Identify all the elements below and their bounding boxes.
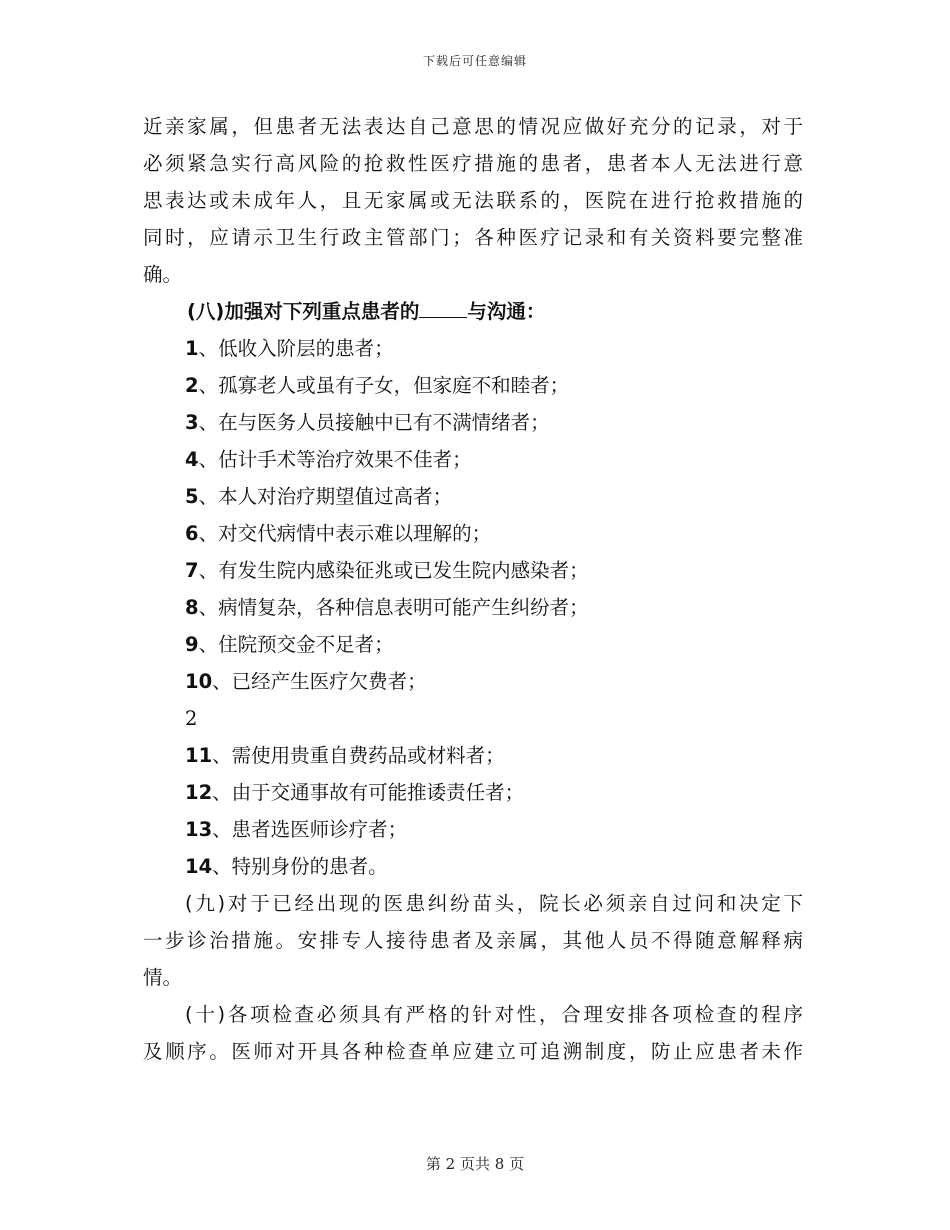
text-line: 及顺序。医师对开具各种检查单应建立可追溯制度，防止应患者未作 xyxy=(143,1040,803,1063)
list-item-number: 5 xyxy=(185,485,199,508)
list-item xyxy=(143,774,803,811)
list-item xyxy=(143,478,803,515)
list-item-text: 、低收入阶层的患者； xyxy=(198,337,394,360)
list-item-text: 、特别身份的患者。 xyxy=(212,855,388,878)
document-body xyxy=(143,108,803,1070)
list-item-text: 、对交代病情中表示难以理解的； xyxy=(198,522,492,545)
list-item-text: 、住院预交金不足者； xyxy=(198,633,394,656)
text-line: 确。 xyxy=(143,263,183,286)
section-heading xyxy=(143,293,803,330)
list-item xyxy=(143,848,803,885)
text-line: 思表达或未成年人，且无家属或无法联系的，医院在进行抢救措施的 xyxy=(143,189,803,212)
list-item xyxy=(143,441,803,478)
text-line: 情。 xyxy=(143,966,183,989)
text-line: 必须紧急实行高风险的抢救性医疗措施的患者，患者本人无法进行意 xyxy=(143,152,803,175)
list-item-text: 、病情复杂，各种信息表明可能产生纠纷者； xyxy=(198,596,589,619)
text-line: 一步诊治措施。安排专人接待患者及亲属，其他人员不得随意解释病 xyxy=(143,929,803,952)
list-item-number: 8 xyxy=(185,596,199,619)
text-line: (十)各项检查必须具有严格的针对性，合理安排各项检查的程序 xyxy=(185,1003,803,1026)
list-item xyxy=(143,811,803,848)
list-item xyxy=(143,367,803,404)
text-line: 近亲家属，但患者无法表达自己意思的情况应做好充分的记录，对于 xyxy=(143,115,803,138)
list-item-number: 14 xyxy=(185,855,213,878)
list-item xyxy=(143,663,803,700)
list-item xyxy=(143,626,803,663)
stray-page-number: 2 xyxy=(185,707,198,730)
item-list-continued xyxy=(143,737,803,885)
list-item-text: 、患者选医师诊疗者； xyxy=(212,818,408,841)
list-item xyxy=(143,404,803,441)
page-header: 下载后可任意编辑 xyxy=(422,54,527,68)
list-item-text: 、估计手术等治疗效果不佳者； xyxy=(198,448,472,471)
list-item-number: 11 xyxy=(185,744,213,767)
heading-text-after: 与沟通： xyxy=(467,300,546,323)
list-item-number: 9 xyxy=(185,633,199,656)
list-item-number: 3 xyxy=(185,411,199,434)
list-item xyxy=(143,737,803,774)
list-item-number: 7 xyxy=(185,559,199,582)
list-item xyxy=(143,552,803,589)
list-item-text: 、已经产生医疗欠费者； xyxy=(212,670,427,693)
list-item-text: 、由于交通事故有可能推诿责任者； xyxy=(212,781,525,804)
fill-in-blank xyxy=(419,297,467,318)
text-line: 同时，应请示卫生行政主管部门；各种医疗记录和有关资料要完整准 xyxy=(143,226,803,249)
text-line: (九)对于已经出现的医患纠纷苗头，院长必须亲自过问和决定下 xyxy=(185,892,803,915)
item-list xyxy=(143,330,803,700)
list-item-number: 6 xyxy=(185,522,199,545)
list-item-number: 12 xyxy=(185,781,213,804)
list-item-text: 、孤寡老人或虽有子女，但家庭不和睦者； xyxy=(198,374,570,397)
list-item-number: 1 xyxy=(185,337,199,360)
page-footer: 第 2 页共 8 页 xyxy=(425,1155,525,1173)
list-item-number: 4 xyxy=(185,448,199,471)
list-item-text: 、本人对治疗期望值过高者； xyxy=(198,485,453,508)
list-item-text: 、有发生院内感染征兆或已发生院内感染者； xyxy=(198,559,589,582)
list-item xyxy=(143,330,803,367)
list-item-text: 、需使用贵重自费药品或材料者； xyxy=(212,744,505,767)
list-item-number: 13 xyxy=(185,818,213,841)
list-item xyxy=(143,515,803,552)
list-item xyxy=(143,589,803,626)
list-item-number: 2 xyxy=(185,374,199,397)
list-item-text: 、在与医务人员接触中已有不满情绪者； xyxy=(198,411,550,434)
heading-text-before: (八)加强对下列重点患者的 xyxy=(187,300,420,323)
list-item-number: 10 xyxy=(185,670,213,693)
